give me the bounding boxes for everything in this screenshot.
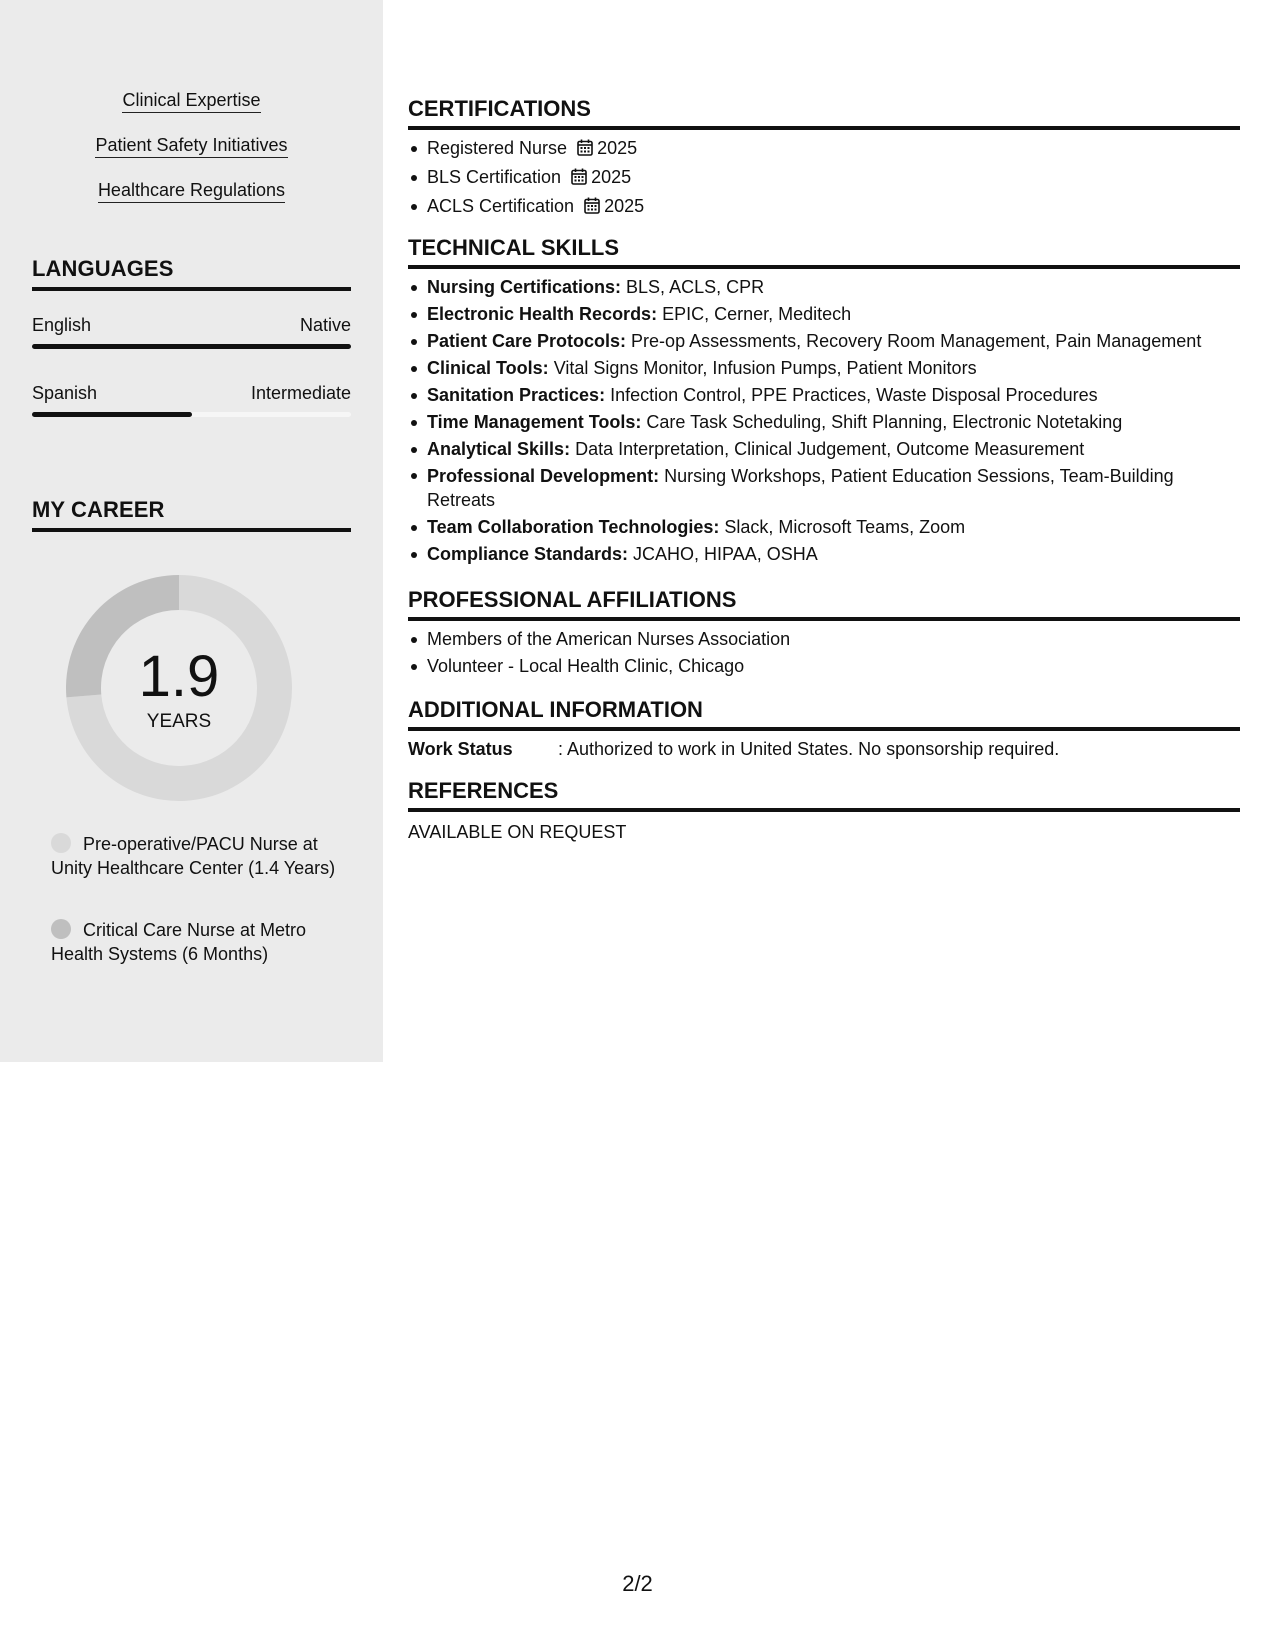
skill-link-healthcare-regulations[interactable]: Healthcare Regulations xyxy=(98,178,285,203)
skill-value: Vital Signs Monitor, Infusion Pumps, Patient Monitors xyxy=(548,358,977,378)
list-item xyxy=(408,409,1240,436)
language-bar-english xyxy=(32,344,351,349)
skill-value: Pre-op Assessments, Recovery Room Management, Pain Management xyxy=(626,331,1202,351)
career-legend-item-2 xyxy=(51,918,341,966)
work-status-value: : Authorized to work in United States. No sponsorship required. xyxy=(558,739,1060,759)
skill-label: Nursing Certifications: xyxy=(427,277,622,297)
skill-label: Team Collaboration Technologies: xyxy=(427,517,720,537)
legend-dot-icon xyxy=(51,833,71,853)
language-name: Spanish xyxy=(32,383,98,403)
work-status-row xyxy=(408,737,1240,761)
language-bar-spanish xyxy=(32,412,351,417)
list-item xyxy=(408,463,1240,514)
certification-year: 2025 xyxy=(604,196,645,216)
language-bar-fill xyxy=(32,344,351,349)
additional-info-heading: ADDITIONAL INFORMATION xyxy=(408,696,1240,731)
list-item xyxy=(408,164,1240,193)
language-level: Native xyxy=(299,315,351,335)
list-item xyxy=(408,328,1240,355)
calendar-icon xyxy=(571,166,587,193)
legend-label: Pre-operative/PACU Nurse at Unity Healthcare Center (1.4 Years) xyxy=(51,834,336,878)
skill-label: Professional Development: xyxy=(427,466,660,486)
legend-dot-icon xyxy=(51,919,71,939)
skill-links xyxy=(0,88,383,223)
list-item xyxy=(408,135,1240,164)
certifications-list xyxy=(408,135,1240,222)
legend-label: Critical Care Nurse at Metro Health Systems (6 Months) xyxy=(51,920,307,964)
certification-name: Registered Nurse xyxy=(427,138,568,158)
skill-value: Data Interpretation, Clinical Judgement, Outcome Measurement xyxy=(570,439,1085,459)
technical-skills-list xyxy=(408,274,1240,568)
work-status-label: Work Status xyxy=(408,739,513,759)
calendar-icon xyxy=(584,195,600,222)
career-total-value: 1.9 xyxy=(138,644,220,709)
skill-value: BLS, ACLS, CPR xyxy=(621,277,765,297)
skill-value: Nursing Workshops, Patient Education Sessions, Team-Building Retreats xyxy=(427,466,1174,510)
language-row-english xyxy=(32,313,351,337)
skill-value: Care Task Scheduling, Shift Planning, Electronic Notetaking xyxy=(641,412,1123,432)
skill-value: Infection Control, PPE Practices, Waste Disposal Procedures xyxy=(605,385,1098,405)
list-item xyxy=(408,274,1240,301)
list-item xyxy=(408,193,1240,222)
list-item xyxy=(408,436,1240,463)
skill-value: Slack, Microsoft Teams, Zoom xyxy=(719,517,966,537)
references-heading: REFERENCES xyxy=(408,777,1240,812)
certification-year: 2025 xyxy=(591,167,632,187)
language-name: English xyxy=(32,315,92,335)
page-number: 2/2 xyxy=(622,1571,653,1596)
skill-value: JCAHO, HIPAA, OSHA xyxy=(628,544,818,564)
list-item xyxy=(408,514,1240,541)
career-total-unit: YEARS xyxy=(146,711,212,732)
certification-name: ACLS Certification xyxy=(427,196,575,216)
skill-label: Time Management Tools: xyxy=(427,412,642,432)
skill-value: EPIC, Cerner, Meditech xyxy=(657,304,852,324)
certification-name: BLS Certification xyxy=(427,167,562,187)
technical-skills-heading: TECHNICAL SKILLS xyxy=(408,234,1240,269)
affiliations-list xyxy=(408,626,1240,680)
affiliations-heading: PROFESSIONAL AFFILIATIONS xyxy=(408,586,1240,621)
list-item xyxy=(408,541,1240,568)
languages-heading: LANGUAGES xyxy=(32,255,351,291)
list-item xyxy=(408,355,1240,382)
skill-label: Analytical Skills: xyxy=(427,439,571,459)
career-legend-item-1 xyxy=(51,832,341,880)
references-text: AVAILABLE ON REQUEST xyxy=(408,822,627,842)
language-level: Intermediate xyxy=(250,383,351,403)
list-item xyxy=(408,301,1240,328)
skill-link-clinical-expertise[interactable]: Clinical Expertise xyxy=(122,88,260,113)
skill-label: Sanitation Practices: xyxy=(427,385,606,405)
language-bar-fill xyxy=(32,412,192,417)
skill-label: Electronic Health Records: xyxy=(427,304,658,324)
sidebar xyxy=(0,0,383,1062)
calendar-icon xyxy=(577,137,593,164)
certification-year: 2025 xyxy=(597,138,638,158)
list-item: Volunteer - Local Health Clinic, Chicago xyxy=(408,653,1240,680)
skill-label: Patient Care Protocols: xyxy=(427,331,627,351)
list-item xyxy=(408,382,1240,409)
skill-label: Clinical Tools: xyxy=(427,358,549,378)
language-row-spanish xyxy=(32,381,351,405)
skill-label: Compliance Standards: xyxy=(427,544,629,564)
certifications-heading: CERTIFICATIONS xyxy=(408,95,1240,130)
career-heading: MY CAREER xyxy=(32,496,351,532)
skill-link-patient-safety[interactable]: Patient Safety Initiatives xyxy=(95,133,287,158)
list-item: Members of the American Nurses Association xyxy=(408,626,1240,653)
